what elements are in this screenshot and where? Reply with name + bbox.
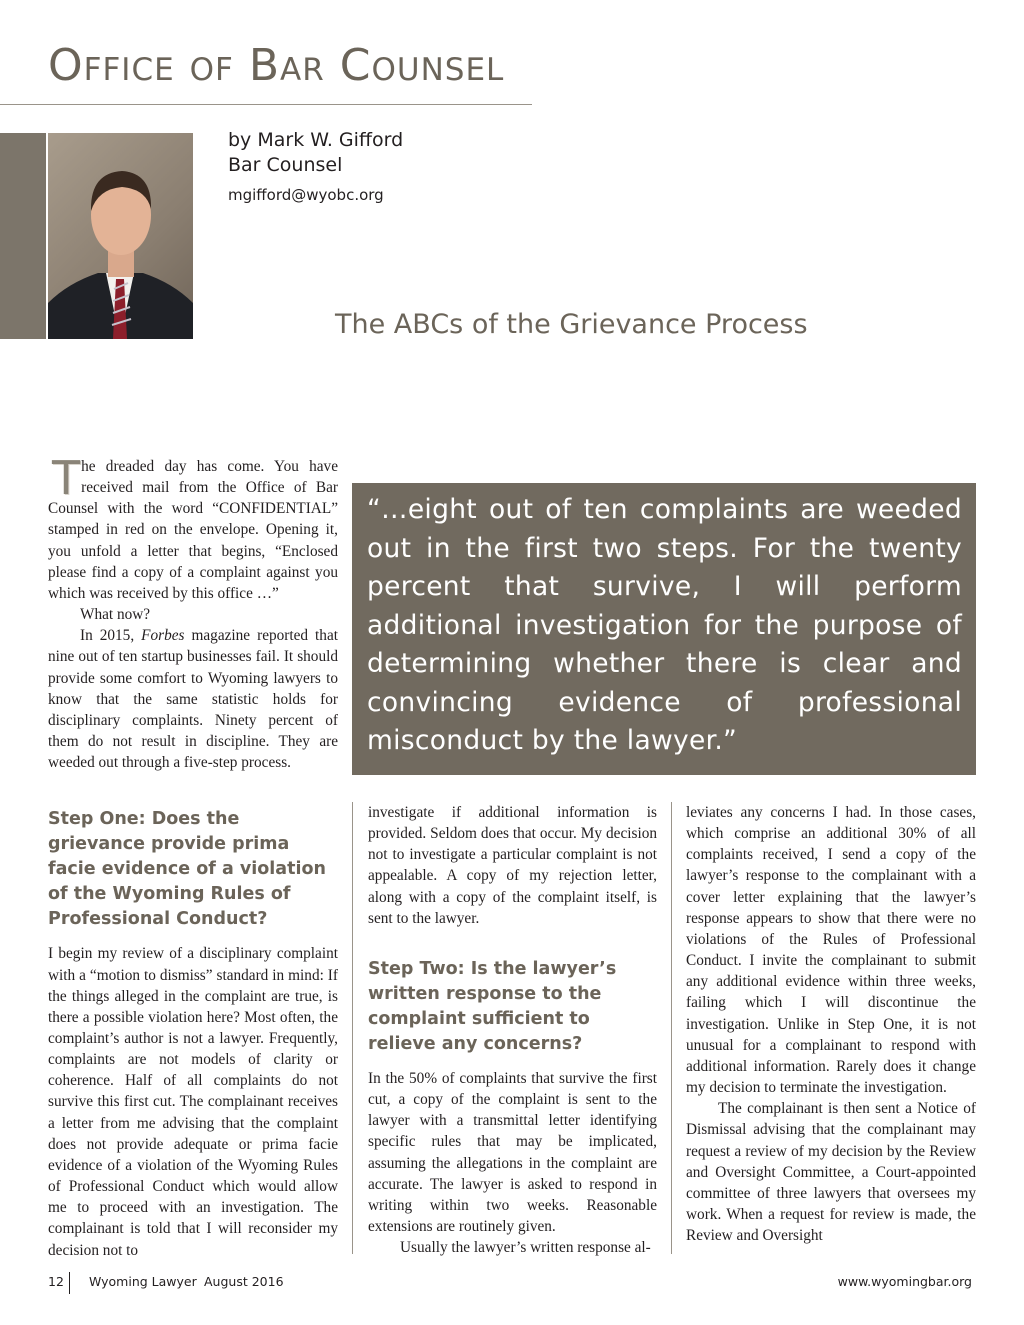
column-1 — [48, 451, 338, 1261]
step-two-body: In the 50% of complaints that survive the first cut, a copy of the complaint is sent to the lawyer with a transmittal letter identifying specific rules that may be implicated, assuming the allegations in the complaint are accurate. The lawyer is asked to respond in writing within two weeks. Reasonable extensions are routinely given. — [368, 1069, 657, 1236]
intro-paragraph: The dreaded day has come. You have received mail from the Office of Bar Counsel with the word “CONFIDENTIAL” stamped in red on the envelope. Opening it, you unfold a letter that begins, “Enclosed please find a copy of a complaint against you which was received by this office …” — [48, 451, 338, 602]
intro-paragraph-3: In 2015, Forbes magazine reported that nine out of ten startup businesses fail. It should provide some comfort to Wyoming lawyers to know that the same statistic holds for disciplinary complaints. Ninety percent of them do not result in discipline. They are weeded out through a five-step process. — [48, 627, 338, 772]
step-one-body: I begin my review of a disciplinary complaint with a “motion to dismiss” standard in mind: If the things alleged in the complaint are true, is there a possible violation here? Most often, the complaint’s author is not a lawyer. Frequently, complaints are not models of clarity or coherence. Half of all complaints do not survive this first cut. The complainant receives a letter from me advising that the complaint does not provide adequate or prima facie evidence of a violation of the Wyoming Rules of Professional Conduct which would allow me to proceed with an investigation. The complainant is told that I will reconsider my decision not to — [48, 945, 338, 1259]
author-portrait-illustration — [48, 133, 193, 339]
column-3 — [686, 802, 976, 1246]
column-3-paragraph-1: leviates any concerns I had. In those cases, which comprise an additional 30% of all complaints received, I send a copy of the lawyer’s response to the complainant with a cover letter explaining that the lawyer’s response appears to show that there were no violations of the Rules of Professional Conduct. I invite the complainant to submit any additional evidence within three weeks, failing which I will discontinue the investigation. Unlike in Step One, it is not unusual for a complainant to respond with additional information. Rarely does it change my decision to terminate the investigation. — [686, 804, 976, 1097]
author-photo — [48, 133, 193, 339]
column-3-paragraph-2: The complainant is then sent a Notice of Dismissal advising that the complainant may request a review of my decision by the Review and Oversight Committee, a Court-appointed committee of three lawyers that oversees my work. When a request for review is made, the Review and Oversight — [686, 1100, 976, 1245]
step-two-body-2: Usually the lawyer’s written response al- — [400, 1239, 651, 1257]
author-email[interactable]: mgifford@wyobc.org — [228, 186, 384, 204]
issue-date: August 2016 — [204, 1274, 284, 1289]
page-number: 12 — [48, 1274, 64, 1289]
author-name: by Mark W. Gifford — [228, 129, 404, 151]
pull-quote — [352, 483, 976, 775]
column-divider-1 — [352, 802, 353, 1254]
title-rule — [0, 104, 532, 105]
author-role: Bar Counsel — [228, 154, 343, 176]
publication-name: Wyoming Lawyer — [89, 1274, 197, 1289]
byline — [228, 128, 403, 205]
step-two-heading: Step Two: Is the lawyer’s written response to the complaint sufficient to relieve any concerns? — [368, 958, 617, 1054]
intro-paragraph-2: What now? — [80, 606, 151, 624]
website-link[interactable]: www.wyomingbar.org — [837, 1274, 972, 1289]
column-divider-2 — [671, 802, 672, 1254]
footer-divider — [69, 1272, 70, 1294]
step-one-heading: Step One: Does the grievance provide prima facie evidence of a violation of the Wyoming Rules of Professional Conduct? — [48, 809, 326, 930]
section-title: Office of Bar Counsel — [48, 40, 505, 91]
step-one-continued: investigate if additional information is provided. Seldom does that occur. My decision not to investigate a particular complaint is not appealable. A copy of my rejection letter, along with a copy of the complaint itself, is sent to the lawyer. — [368, 804, 657, 927]
article-title: The ABCs of the Grievance Process — [335, 309, 808, 340]
drop-cap: T — [52, 451, 81, 505]
column-2 — [368, 802, 657, 1258]
pull-quote-text: “…eight out of ten complaints are weeded out in the first two steps. For the twenty percent that survive, I will perform additional investigation for the purpose of determining whether there is clear and convincing evidence of professional misconduct by the lawyer.” — [367, 494, 962, 756]
side-bar — [0, 133, 46, 339]
